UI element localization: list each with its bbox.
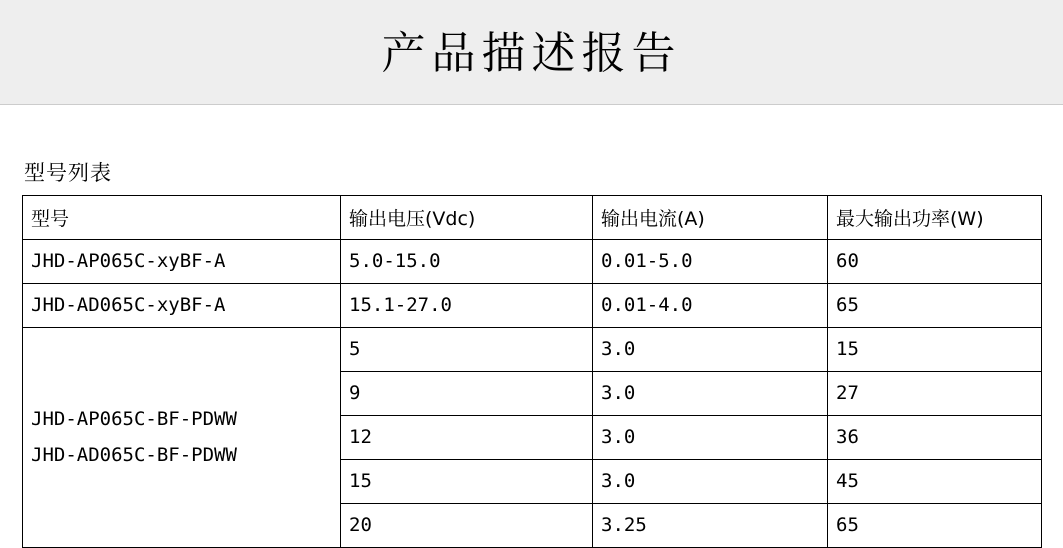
table-header-row: [23, 196, 1042, 240]
cell-model-group: [23, 328, 341, 548]
cell-voltage: 9: [341, 372, 593, 416]
cell-power: 15: [828, 328, 1042, 372]
table-row: [23, 240, 1042, 284]
cell-voltage: 15: [341, 460, 593, 504]
cell-power: 27: [828, 372, 1042, 416]
cell-power: 36: [828, 416, 1042, 460]
cell-current: 3.0: [593, 372, 828, 416]
cell-voltage: 20: [341, 504, 593, 548]
column-header-output-current: 输出电流(A): [593, 196, 828, 240]
cell-power: 45: [828, 460, 1042, 504]
cell-power: 65: [828, 504, 1042, 548]
cell-power: 65: [828, 284, 1042, 328]
column-header-model: 型号: [23, 196, 341, 240]
cell-voltage: 5.0-15.0: [341, 240, 593, 284]
document-content: [0, 157, 1063, 548]
cell-current: 3.0: [593, 328, 828, 372]
cell-voltage: 5: [341, 328, 593, 372]
page-title: 产品描述报告: [381, 28, 682, 79]
cell-voltage: 12: [341, 416, 593, 460]
table-body: [23, 240, 1042, 548]
table-row: [23, 284, 1042, 328]
cell-current: 3.25: [593, 504, 828, 548]
cell-model: JHD-AD065C-xyBF-A: [23, 284, 341, 328]
cell-model: JHD-AP065C-xyBF-A: [23, 240, 341, 284]
cell-voltage: 15.1-27.0: [341, 284, 593, 328]
table-row: [23, 328, 1042, 372]
cell-power: 60: [828, 240, 1042, 284]
cell-current: 3.0: [593, 460, 828, 504]
cell-current: 0.01-4.0: [593, 284, 828, 328]
group-model-line-2: JHD-AD065C-BF-PDWW: [31, 444, 237, 466]
table-head: [23, 196, 1042, 240]
cell-current: 0.01-5.0: [593, 240, 828, 284]
model-list-table: [22, 195, 1042, 548]
cell-current: 3.0: [593, 416, 828, 460]
column-header-max-output-power: 最大输出功率(W): [828, 196, 1042, 240]
section-title: 型号列表: [24, 161, 112, 185]
group-model-line-1: JHD-AP065C-BF-PDWW: [31, 407, 237, 430]
document-header-band: [0, 0, 1063, 105]
column-header-output-voltage: 输出电压(Vdc): [341, 196, 593, 240]
